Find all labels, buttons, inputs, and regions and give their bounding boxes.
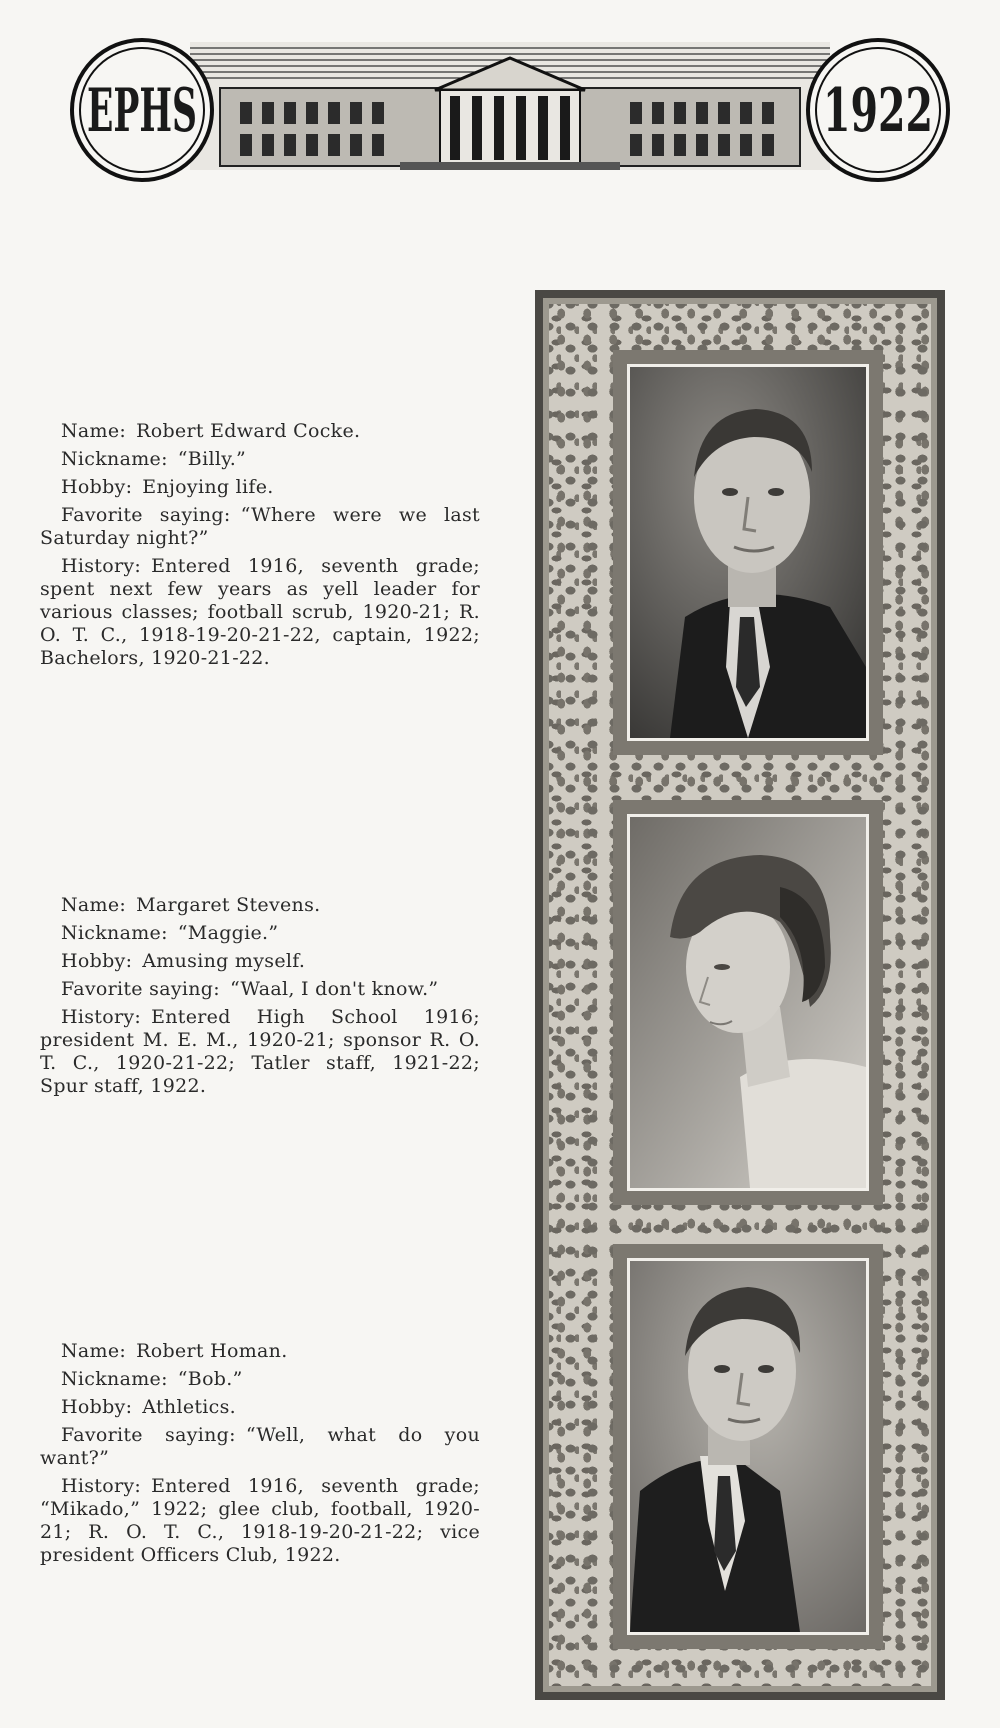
student-entry-robert-cocke (40, 420, 480, 675)
saying-line: Favorite saying: “Waal, I don't know.” (61, 978, 439, 1000)
portrait-woman-icon (630, 817, 866, 1188)
portrait-photo-robert-homan (627, 1258, 869, 1635)
student-saying: “Where were we last Saturday night?” (40, 504, 480, 549)
header-banner (70, 30, 950, 190)
saying-line: Favorite saying: “Where were we last Saturday night?” (40, 504, 480, 549)
nickname-line: Nickname: “Billy.” (61, 448, 247, 470)
name-line: Name: Robert Homan. (61, 1340, 288, 1362)
left-seal-text: EPHS (87, 76, 197, 146)
portrait-man-icon (630, 367, 866, 738)
name-line: Name: Robert Edward Cocke. (61, 420, 361, 442)
saying-line: Favorite saying: “Well, what do you want?” (40, 1424, 480, 1469)
student-name: Margaret Stevens. (136, 894, 321, 916)
portrait-photo-robert-cocke (627, 364, 869, 741)
student-history: Entered 1916, seventh grade; spent next few years as yell leader for various classes; football scrub, 1920-21; R. O. T. C., 1918-19-20-21-22, captain, 1922; Bachelors, 1920-21-22. (40, 555, 480, 669)
student-nickname: “Billy.” (177, 448, 247, 470)
portrait-frame-2 (613, 800, 883, 1205)
student-name: Robert Edward Cocke. (136, 420, 361, 442)
portrait-man-icon (630, 1261, 866, 1632)
portrait-column (535, 290, 945, 1700)
student-entry-margaret-stevens (40, 894, 480, 1103)
student-history: Entered 1916, seventh grade; “Mikado,” 1922; glee club, football, 1920-21; R. O. T. C., 1918-19-20-21-22; vice president Officers Club, 1922. (40, 1475, 480, 1566)
student-name: Robert Homan. (136, 1340, 288, 1362)
portrait-frame-1 (613, 350, 883, 755)
hobby-line: Hobby: Athletics. (61, 1396, 237, 1418)
student-hobby: Amusing myself. (142, 950, 306, 972)
student-hobby: Enjoying life. (142, 476, 274, 498)
student-nickname: “Maggie.” (177, 922, 279, 944)
student-saying: “Well, what do you want?” (40, 1424, 480, 1469)
history-line: History: Entered 1916, seventh grade; spent next few years as yell leader for various classes; football scrub, 1920-21; R. O. T. C., 1918-19-20-21-22, captain, 1922; Bachelors, 1920-21-22. (40, 555, 480, 669)
hobby-line: Hobby: Amusing myself. (61, 950, 306, 972)
nickname-line: Nickname: “Maggie.” (61, 922, 279, 944)
name-line: Name: Margaret Stevens. (61, 894, 321, 916)
portrait-photo-margaret-stevens (627, 814, 869, 1191)
history-line: History: Entered 1916, seventh grade; “Mikado,” 1922; glee club, football, 1920-21; R. O. T. C., 1918-19-20-21-22; vice president Officers Club, 1922. (40, 1475, 480, 1566)
history-line: History: Entered High School 1916; president M. E. M., 1920-21; sponsor R. O. T. C., 1920-21-22; Tatler staff, 1921-22; Spur staff, 1922. (40, 1006, 480, 1097)
student-nickname: “Bob.” (177, 1368, 243, 1390)
right-seal-text: 1922 (823, 76, 933, 146)
portrait-frame-3 (613, 1244, 883, 1649)
school-building-illustration (70, 30, 950, 190)
student-saying: “Waal, I don't know.” (229, 978, 439, 1000)
student-entry-robert-homan (40, 1340, 480, 1572)
nickname-line: Nickname: “Bob.” (61, 1368, 243, 1390)
hobby-line: Hobby: Enjoying life. (61, 476, 274, 498)
student-hobby: Athletics. (142, 1396, 237, 1418)
student-history: Entered High School 1916; president M. E. M., 1920-21; sponsor R. O. T. C., 1920-21-22; Tatler staff, 1921-22; Spur staff, 1922. (40, 1006, 480, 1097)
